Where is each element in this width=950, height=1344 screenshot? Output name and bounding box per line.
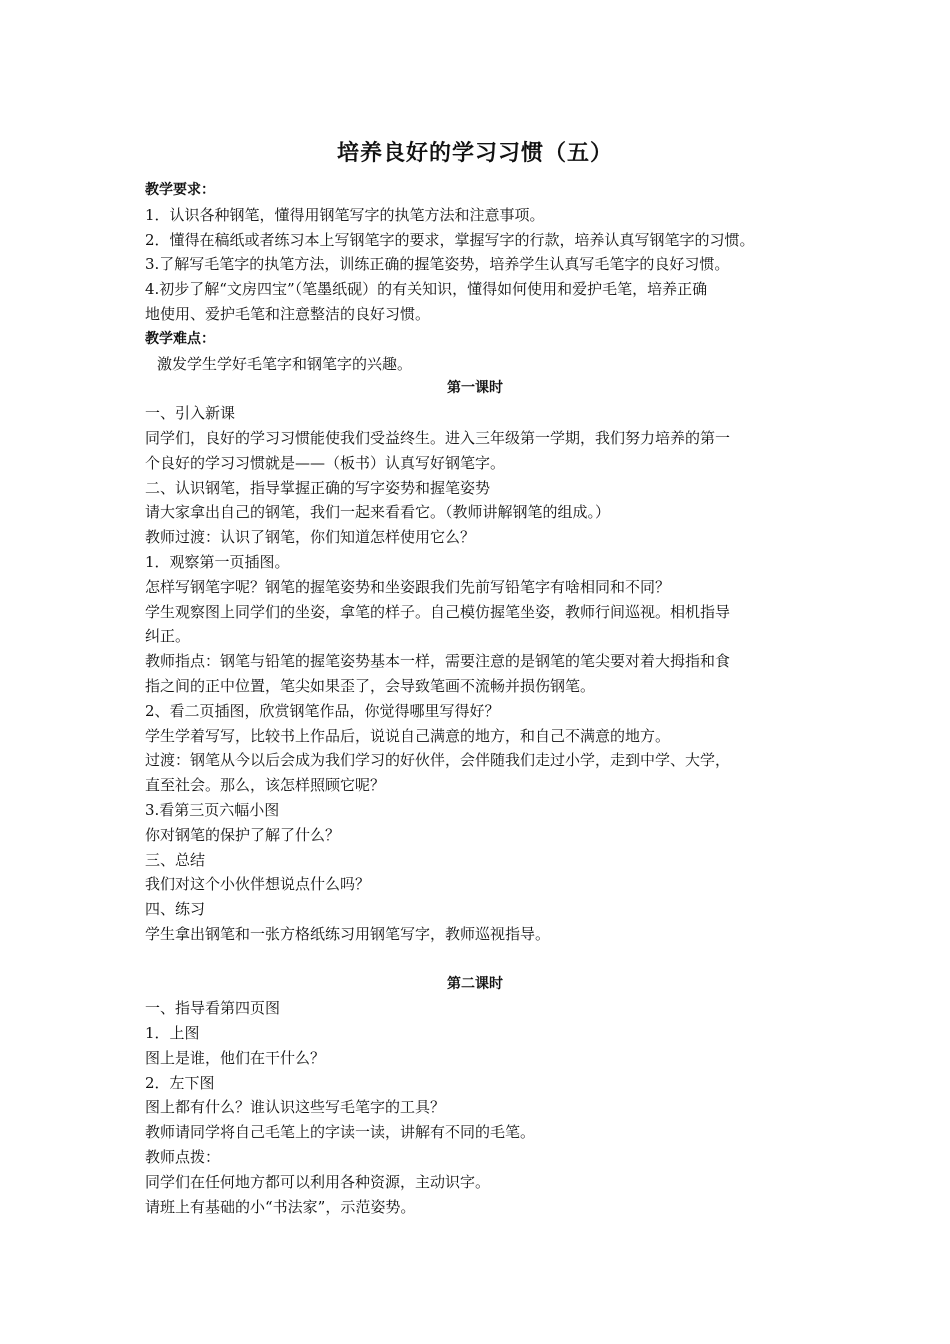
- requirement-item: 4.初步了解“文房四宝”（笔墨纸砚）的有关知识，懂得如何使用和爱护毛笔，培养正确: [145, 280, 708, 299]
- lesson2-line: 教师点拨：: [145, 1148, 221, 1167]
- lesson1-line: 1．观察第一页插图。: [145, 552, 290, 571]
- lesson1-line: 学生观察图上同学们的坐姿，拿笔的样子。自己模仿握笔坐姿，教师行间巡视。相机指导: [145, 602, 731, 621]
- document-title: 培养良好的学习习惯（五）: [336, 141, 613, 166]
- difficulty-heading: 教学难点：: [145, 330, 215, 347]
- lesson2-line: 一、指导看第四页图: [145, 999, 281, 1018]
- lesson2-line: 同学们在任何地方都可以利用各种资源，主动识字。: [145, 1172, 491, 1191]
- lesson1-line: 我们对这个小伙伴想说点什么吗？: [145, 875, 371, 894]
- lesson1-line: 四、练习: [145, 900, 206, 919]
- lesson1-line: 怎样写钢笔字呢？钢笔的握笔姿势和坐姿跟我们先前写铅笔字有啥相同和不同？: [145, 577, 671, 596]
- lesson2-line: 图上是谁，他们在干什么？: [145, 1048, 326, 1067]
- lesson1-line: 教师指点：钢笔与铅笔的握笔姿势基本一样，需要注意的是钢笔的笔尖要对着大拇指和食: [145, 652, 731, 671]
- lesson1-line: 纠正。: [145, 627, 191, 646]
- lesson1-line: 三、总结: [145, 850, 206, 869]
- lesson1-line: 学生拿出钢笔和一张方格纸练习用钢笔写字，教师巡视指导。: [145, 924, 551, 943]
- requirement-item: 地使用、爱护毛笔和注意整洁的良好习惯。: [145, 304, 431, 323]
- lesson1-line: 一、引入新课: [145, 404, 236, 423]
- lesson1-line: 过渡：钢笔从今以后会成为我们学习的好伙伴，会伴随我们走过小学，走到中学、大学，: [145, 751, 731, 770]
- lesson2-heading: 第二课时: [447, 975, 503, 992]
- lesson2-line: 1．上图: [145, 1024, 200, 1043]
- lesson2-line: 图上都有什么？谁认识这些写毛笔字的工具？: [145, 1098, 446, 1117]
- lesson1-line: 你对钢笔的保护了解了什么？: [145, 825, 341, 844]
- lesson1-line: 请大家拿出自己的钢笔，我们一起来看看它。（教师讲解钢笔的组成。）: [145, 503, 611, 522]
- difficulty-text: 激发学生学好毛笔字和钢笔字的兴趣。: [157, 354, 413, 373]
- lesson1-line: 个良好的学习习惯就是——（板书）认真写好钢笔字。: [145, 453, 506, 472]
- requirement-item: 1．认识各种钢笔，懂得用钢笔写字的执笔方法和注意事项。: [145, 205, 545, 224]
- lesson2-line: 2．左下图: [145, 1073, 215, 1092]
- lesson1-line: 指之间的正中位置，笔尖如果歪了，会导致笔画不流畅并损伤钢笔。: [145, 676, 596, 695]
- lesson1-line: 教师过渡：认识了钢笔，你们知道怎样使用它么？: [145, 528, 476, 547]
- lesson1-line: 同学们，良好的学习习惯能使我们受益终生。进入三年级第一学期，我们努力培养的第一: [145, 428, 731, 447]
- document-body: [145, 178, 825, 1219]
- lesson1-line: 2、看二页插图，欣赏钢笔作品，你觉得哪里写得好？: [145, 701, 500, 720]
- requirement-item: 2．懂得在稿纸或者练习本上写钢笔字的要求，掌握写字的行款，培养认真写钢笔字的习惯。: [145, 230, 755, 249]
- requirements-heading: 教学要求：: [145, 182, 215, 198]
- requirement-item: 3.了解写毛笔字的执笔方法，训练正确的握笔姿势，培养学生认真写毛笔字的良好习惯。: [145, 255, 730, 274]
- lesson2-line: 请班上有基础的小“书法家”，示范姿势。: [145, 1197, 416, 1216]
- lesson1-line: 直至社会。那么，该怎样照顾它呢？: [145, 776, 386, 795]
- lesson1-line: 学生学着写写，比较书上作品后，说说自己满意的地方，和自己不满意的地方。: [145, 726, 671, 745]
- lesson1-heading: 第一课时: [447, 380, 503, 397]
- lesson1-line: 二、认识钢笔，指导掌握正确的写字姿势和握笔姿势: [145, 478, 491, 497]
- section-gap: [145, 947, 825, 972]
- lesson2-line: 教师请同学将自己毛笔上的字读一读，讲解有不同的毛笔。: [145, 1123, 536, 1142]
- lesson1-line: 3.看第三页六幅小图: [145, 800, 280, 819]
